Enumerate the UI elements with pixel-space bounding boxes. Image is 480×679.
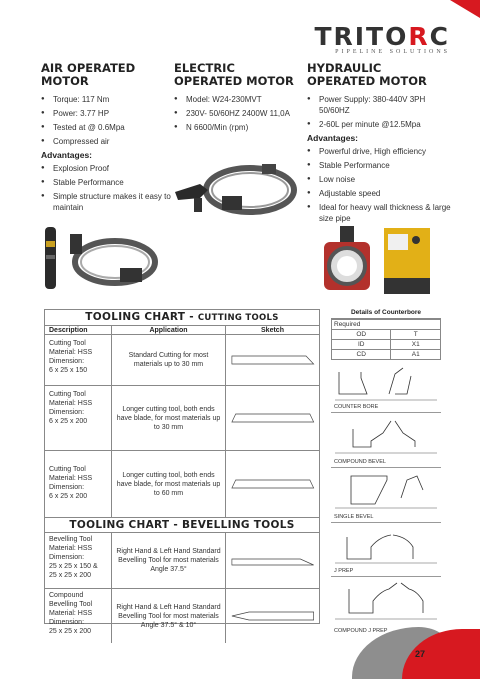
air-motor-section (41, 62, 181, 216)
cutting-chart-title: TOOLING CHART - CUTTING TOOLS (85, 311, 279, 323)
list-item: ● Simple structure makes it easy to maintain (41, 191, 181, 213)
tool-application: Right Hand & Left Hand Standard Bevelling Tool for most materials Angle 37.5° (111, 533, 225, 588)
table-row (45, 335, 319, 386)
col-application: Application (111, 326, 225, 334)
diagram-label: SINGLE BEVEL (334, 514, 374, 520)
hydraulic-advantages-title: Advantages: (307, 133, 359, 143)
cutting-tool-sketch (230, 478, 316, 490)
compound-bevel-tool-sketch (230, 610, 316, 622)
table-row: CD A1 (332, 350, 441, 360)
electric-motor-section (174, 62, 314, 136)
tool-application: Right Hand & Left Hand Standard Bevelling Tool for most materials Angle 37.5° & 10° (111, 589, 225, 643)
air-motor-title: AIR OPERATED MOTOR (41, 61, 136, 88)
cutting-tool-sketch (230, 412, 316, 424)
air-advantages-title: Advantages: (41, 150, 93, 160)
logo-wordmark: TRITORC (314, 22, 450, 51)
hydraulic-motor-section (307, 62, 455, 227)
electric-cutter-image (170, 156, 310, 226)
tool-sketch (225, 533, 319, 588)
diagram-label: COMPOUND J PREP (334, 628, 388, 634)
logo-tagline: PIPELINE SOLUTIONS (335, 49, 450, 55)
list-item: ● Tested at @ 0.6Mpa (41, 122, 181, 133)
table-row (45, 589, 319, 643)
hydraulic-specs-list (307, 94, 455, 130)
list-item: ● Low noise (307, 174, 455, 185)
table-row: ID X1 (332, 340, 441, 350)
hydraulic-power-unit-image (380, 222, 436, 298)
tool-description: Cutting Tool Material: HSS Dimension: 6 x 25 x 150 (49, 340, 93, 374)
list-item: ● Explosion Proof (41, 163, 181, 174)
diagram-label: COMPOUND BEVEL (334, 459, 386, 465)
hydraulic-motor-title: HYDRAULIC OPERATED MOTOR (307, 61, 427, 88)
col-sketch: Sketch (225, 326, 319, 334)
list-item: ● 230V- 50/60HZ 2400W 11,0A (174, 108, 314, 119)
list-item: ● N 6600/Min (rpm) (174, 122, 314, 133)
counter-bore-diagram (331, 360, 441, 410)
tool-sketch (225, 451, 319, 517)
list-item: ● Power Supply: 380-440V 3PH 50/60HZ (307, 94, 455, 116)
tool-sketch (225, 335, 319, 385)
bevel-tool-sketch (230, 555, 316, 567)
bevelling-chart-title: TOOLING CHART - BEVELLING TOOLS (45, 518, 319, 533)
brand-logo (314, 22, 450, 55)
tooling-chart (44, 309, 320, 635)
table-row: OD T (332, 330, 441, 340)
electric-specs-list (174, 94, 314, 133)
air-specs-list (41, 94, 181, 147)
air-advantages-list (41, 163, 181, 213)
list-item: ● Power: 3.77 HP (41, 108, 181, 119)
table-row (45, 386, 319, 451)
air-cutter-image (60, 228, 170, 293)
tool-sketch (225, 589, 319, 643)
list-item: ● Stable Performance (307, 160, 455, 171)
table-header (45, 325, 319, 335)
page-number: 27 (414, 649, 425, 659)
list-item: ● Ideal for heavy wall thickness & large size pipe (307, 202, 455, 224)
j-prep-diagram (331, 523, 441, 573)
list-item: ● Stable Performance (41, 177, 181, 188)
tool-application: Standard Cutting for most materials up to 30 mm (111, 335, 225, 385)
diagram-label: J PREP (334, 568, 354, 574)
counterbore-title: Details of Counterbore (331, 309, 441, 319)
diagram-label: COUNTER BORE (334, 404, 379, 410)
list-item: ● Powerful drive, High efficiency (307, 146, 455, 157)
table-row (45, 533, 319, 589)
tool-description: Compound Bevelling Tool Material: HSS Dimension: 25 x 25 x 200 (49, 592, 93, 635)
list-item: ● Adjustable speed (307, 188, 455, 199)
tool-application: Longer cutting tool, both ends have blade, for most materials up to 60 mm (111, 451, 225, 517)
electric-motor-title: ELECTRIC OPERATED MOTOR (174, 61, 294, 88)
tool-sketch (225, 386, 319, 450)
compound-bevel-diagram (331, 413, 441, 463)
tool-description: Bevelling Tool Material: HSS Dimension: 25 x 25 x 150 & 25 x 25 x 200 (49, 536, 98, 579)
hydraulic-advantages-list (307, 146, 455, 224)
tool-description: Cutting Tool Material: HSS Dimension: 6 x 25 x 200 (49, 466, 93, 500)
hydraulic-cutter-image (318, 222, 376, 298)
table-row: Required (332, 320, 441, 330)
col-description: Description (49, 327, 88, 334)
single-bevel-diagram (331, 468, 441, 518)
corner-accent (450, 0, 480, 18)
compound-j-prep-diagram (331, 577, 441, 627)
list-item: ● Torque: 117 Nm (41, 94, 181, 105)
list-item: ● Model: W24-230MVT (174, 94, 314, 105)
list-item: ● 2-60L per minute @12.5Mpa (307, 119, 455, 130)
tool-application: Longer cutting tool, both ends have blade, for most materials up to 30 mm (111, 386, 225, 450)
table-row (45, 451, 319, 518)
cutting-tool-sketch (230, 354, 316, 366)
tool-description: Cutting Tool Material: HSS Dimension: 6 x 25 x 200 (49, 391, 93, 425)
counterbore-table (331, 319, 441, 360)
counterbore-details (331, 309, 441, 360)
list-item: ● Compressed air (41, 136, 181, 147)
